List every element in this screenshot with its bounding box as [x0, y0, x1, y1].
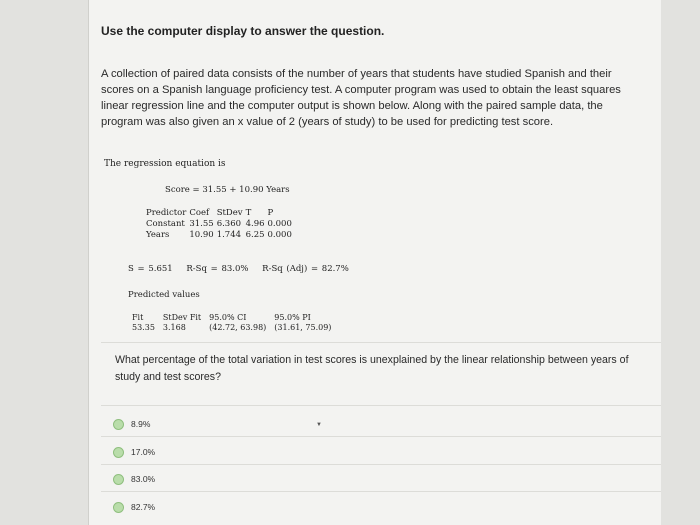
pred-cell: (31.61, 75.09) — [274, 323, 332, 332]
pred-header-row — [132, 313, 339, 323]
option-label: 83.0% — [131, 474, 156, 484]
coef-cell: 0.000 — [267, 219, 292, 229]
pred-value-row — [132, 323, 339, 333]
pred-header: StDev Fit — [162, 313, 202, 322]
s-value: S = 5.651 — [128, 264, 173, 274]
coef-cell: 10.90 — [189, 230, 214, 240]
option-label: 8.9% — [131, 419, 151, 429]
regression-label: The regression equation is — [104, 159, 226, 169]
coef-cell: 1.744 — [216, 230, 242, 240]
regression-equation: Score = 31.55 + 10.90 Years — [165, 185, 290, 195]
question-intro: A collection of paired data consists of the number of years that students have studied Spanish and their scores on a Spanish language proficiency test. A computer program was used to obtain the least squares linear regression line and the computer output is shown below. Along with the paired sample data, the program was also given an x value of 2 (years of study) to be used for predicting test score. — [101, 68, 621, 128]
coef-cell: 6.360 — [216, 219, 242, 229]
radio-button[interactable] — [113, 447, 124, 458]
pred-header: Fit — [132, 313, 144, 322]
coefficient-table — [146, 208, 295, 241]
r-squared: R-Sq = 83.0% — [186, 264, 249, 274]
divider — [101, 436, 661, 437]
coef-header: StDev — [216, 208, 243, 218]
coef-cell: Constant — [146, 219, 185, 229]
divider — [101, 491, 661, 492]
coef-header: T — [245, 208, 252, 218]
answer-option-2[interactable] — [113, 442, 643, 462]
pred-cell: (42.72, 63.98) — [209, 323, 267, 332]
divider — [101, 464, 661, 465]
question-heading: Use the computer display to answer the question. — [101, 24, 385, 38]
option-label: 82.7% — [131, 502, 156, 512]
answer-option-4[interactable] — [113, 497, 643, 517]
predicted-values-table — [132, 313, 339, 333]
coef-row-constant — [146, 219, 295, 230]
divider — [101, 342, 661, 343]
question-prompt: What percentage of the total variation in test scores is unexplained by the linear relationship between years of study and test scores? — [115, 354, 629, 383]
divider — [101, 405, 661, 406]
coef-header-row — [146, 208, 295, 219]
pred-header: 95.0% CI — [209, 313, 247, 322]
coef-header: Coef — [189, 208, 210, 218]
option-label: 17.0% — [131, 447, 156, 457]
radio-button[interactable] — [113, 474, 124, 485]
r-squared-adj: R-Sq (Adj) = 82.7% — [262, 264, 349, 274]
pred-cell: 53.35 — [132, 323, 155, 332]
coef-cell: 31.55 — [189, 219, 214, 229]
radio-button[interactable] — [113, 419, 124, 430]
coef-row-years — [146, 230, 295, 241]
cursor-mark: ▼ — [316, 422, 322, 428]
predicted-values-label: Predicted values — [128, 290, 200, 300]
coef-cell: 0.000 — [267, 230, 292, 240]
coef-cell: 4.96 — [245, 219, 265, 229]
pred-header: 95.0% PI — [274, 313, 311, 322]
pred-cell: 3.168 — [162, 323, 186, 332]
answer-option-3[interactable] — [113, 469, 643, 489]
radio-button[interactable] — [113, 502, 124, 513]
fit-statistics — [128, 264, 359, 274]
coef-header: Predictor — [146, 208, 187, 218]
answer-option-1[interactable] — [113, 414, 643, 434]
coef-header: P — [267, 208, 274, 218]
coef-cell: Years — [146, 230, 170, 240]
coef-cell: 6.25 — [245, 230, 265, 240]
